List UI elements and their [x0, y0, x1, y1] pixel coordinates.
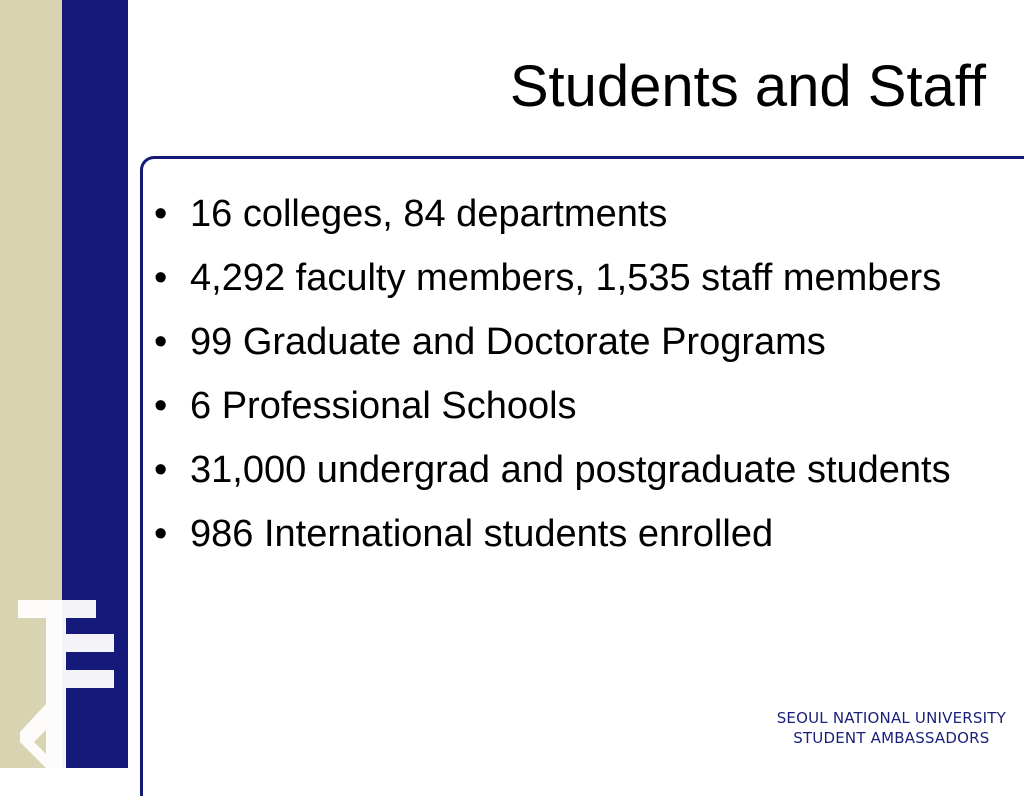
slide-title: Students and Staff	[509, 54, 986, 119]
list-item	[150, 508, 980, 560]
bullet-icon: •	[154, 385, 168, 427]
bullet-text: 4,292 faculty members, 1,535 staff members	[190, 257, 942, 299]
bullet-text: 31,000 undergrad and postgraduate students	[190, 449, 951, 491]
bullet-icon: •	[154, 321, 168, 363]
bullet-text: 6 Professional Schools	[190, 385, 577, 427]
bullet-text: 16 colleges, 84 departments	[190, 193, 668, 235]
footer-university-name: SEOUL NATIONAL UNIVERSITY	[776, 709, 1006, 727]
list-item	[150, 188, 980, 240]
list-item	[150, 444, 980, 496]
bullet-icon: •	[154, 257, 168, 299]
bullet-icon: •	[154, 193, 168, 235]
bullet-icon: •	[154, 449, 168, 491]
bullet-text: 99 Graduate and Doctorate Programs	[190, 321, 826, 363]
list-item	[150, 252, 980, 304]
list-item	[150, 380, 980, 432]
footer-branding	[777, 708, 1006, 748]
bullet-icon: •	[154, 513, 168, 555]
snu-key-logo-icon	[0, 592, 128, 768]
footer-program-name: STUDENT AMBASSADORS	[793, 729, 990, 747]
bullet-list	[150, 188, 980, 572]
list-item	[150, 316, 980, 368]
bullet-text: 986 International students enrolled	[190, 513, 774, 555]
